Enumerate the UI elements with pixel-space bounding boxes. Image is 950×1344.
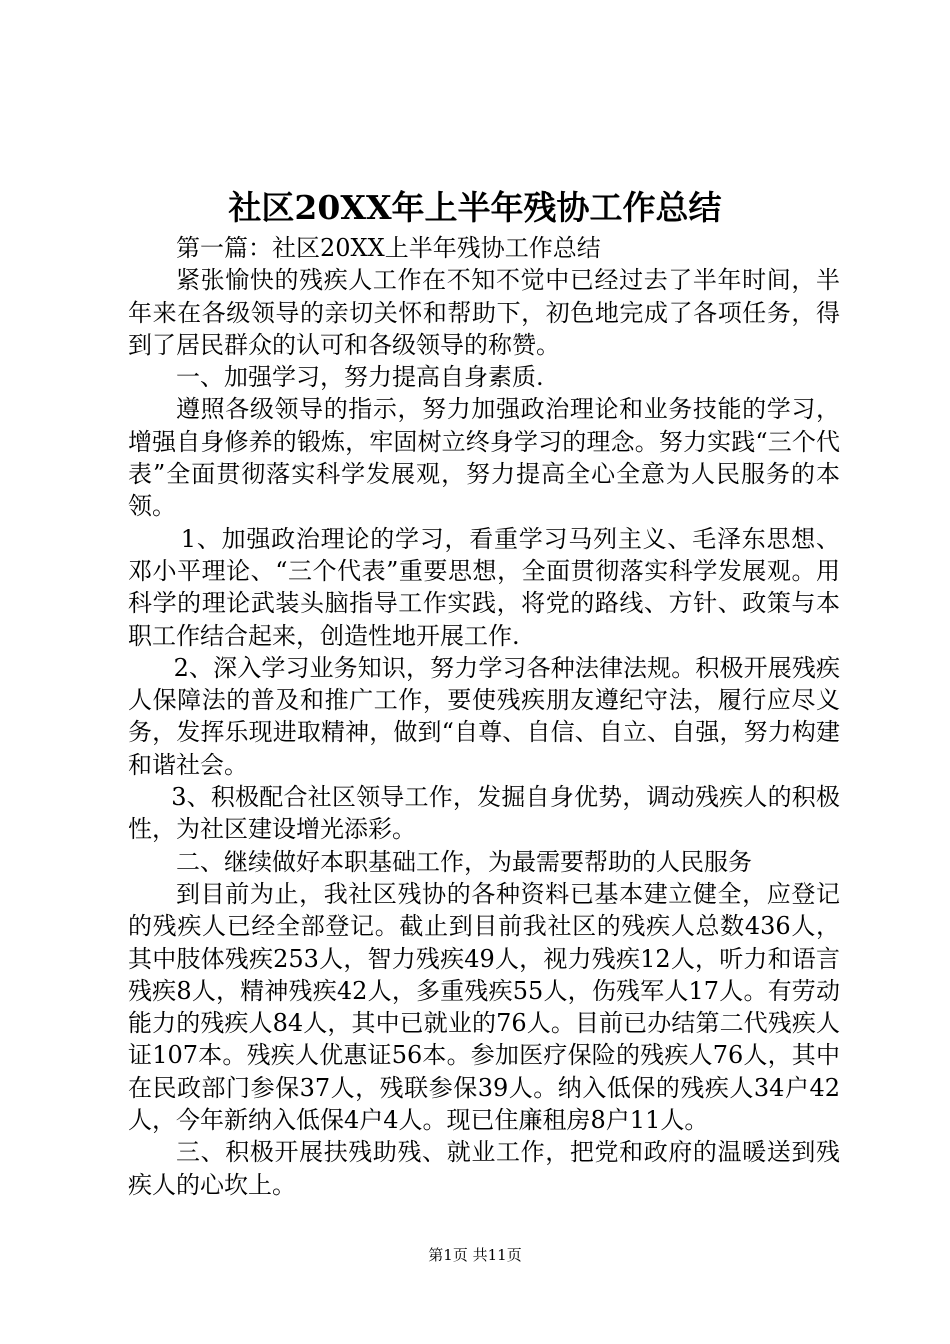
paragraph-item-1: 1、加强政治理论的学习，看重学习马列主义、毛泽东思想、邓小平理论、“三个代表”重要思想，全面贯彻落实科学发展观。用科学的理论武装头脑指导工作实践，将党的路线、方针、政策与本职工作结合起来，创造性地开展工作.: [128, 524, 840, 650]
paragraph-section-1-body: 遵照各级领导的指示，努力加强政治理论和业务技能的学习，增强自身修养的锻炼，牢固树立终身学习的理念。努力实践“三个代表”全面贯彻落实科学发展观，努力提高全心全意为人民服务的本领。: [128, 395, 840, 521]
paragraph-intro: 紧张愉快的残疾人工作在不知不觉中已经过去了半年时间，半年来在各级领导的亲切关怀和帮助下，初色地完成了各项任务，得到了居民群众的认可和各级领导的称赞。: [128, 266, 840, 359]
paragraph-section-1-heading: 一、加强学习，努力提高自身素质.: [176, 363, 544, 392]
paragraph-section-2-heading: 二、继续做好本职基础工作，为最需要帮助的人民服务: [176, 847, 752, 876]
paragraph-item-3: 3、积极配合社区领导工作，发掘自身优势，调动残疾人的积极性，为社区建设增光添彩。: [128, 783, 840, 844]
document-title: 社区20XX年上半年残协工作总结: [228, 188, 722, 227]
paragraph-chapter-heading: 第一篇：社区20XX上半年残协工作总结: [176, 234, 601, 262]
paragraph-section-3-heading: 三、积极开展扶残助残、就业工作，把党和政府的温暖送到残疾人的心坎上。: [128, 1138, 840, 1199]
paragraph-section-2-body: 到目前为止，我社区残协的各种资料已基本建立健全，应登记的残疾人已经全部登记。截止到目前我社区的残疾人总数436人，其中肢体残疾253人，智力残疾49人，视力残疾12人，听力和语言残疾8人，精神残疾42人，多重残疾55人，伤残军人17人。有劳动能力的残疾人84人，其中已就业的76人。目前已办结第二代残疾人证107本。残疾人优惠证56本。参加医疗保险的残疾人76人，其中在民政部门参保37人，残联参保39人。纳入低保的残疾人34户42人，今年新纳入低保4户4人。现已住廉租房8户11人。: [128, 879, 840, 1135]
paragraph-item-2: 2、深入学习业务知识，努力学习各种法律法规。积极开展残疾人保障法的普及和推广工作，要使残疾朋友遵纪守法，履行应尽义务，发挥乐现进取精神，做到“自尊、自信、自立、自强，努力构建和谐社会。: [128, 653, 840, 779]
document-body: [128, 232, 840, 1201]
page-footer: 第1页 共11页: [428, 1246, 522, 1264]
